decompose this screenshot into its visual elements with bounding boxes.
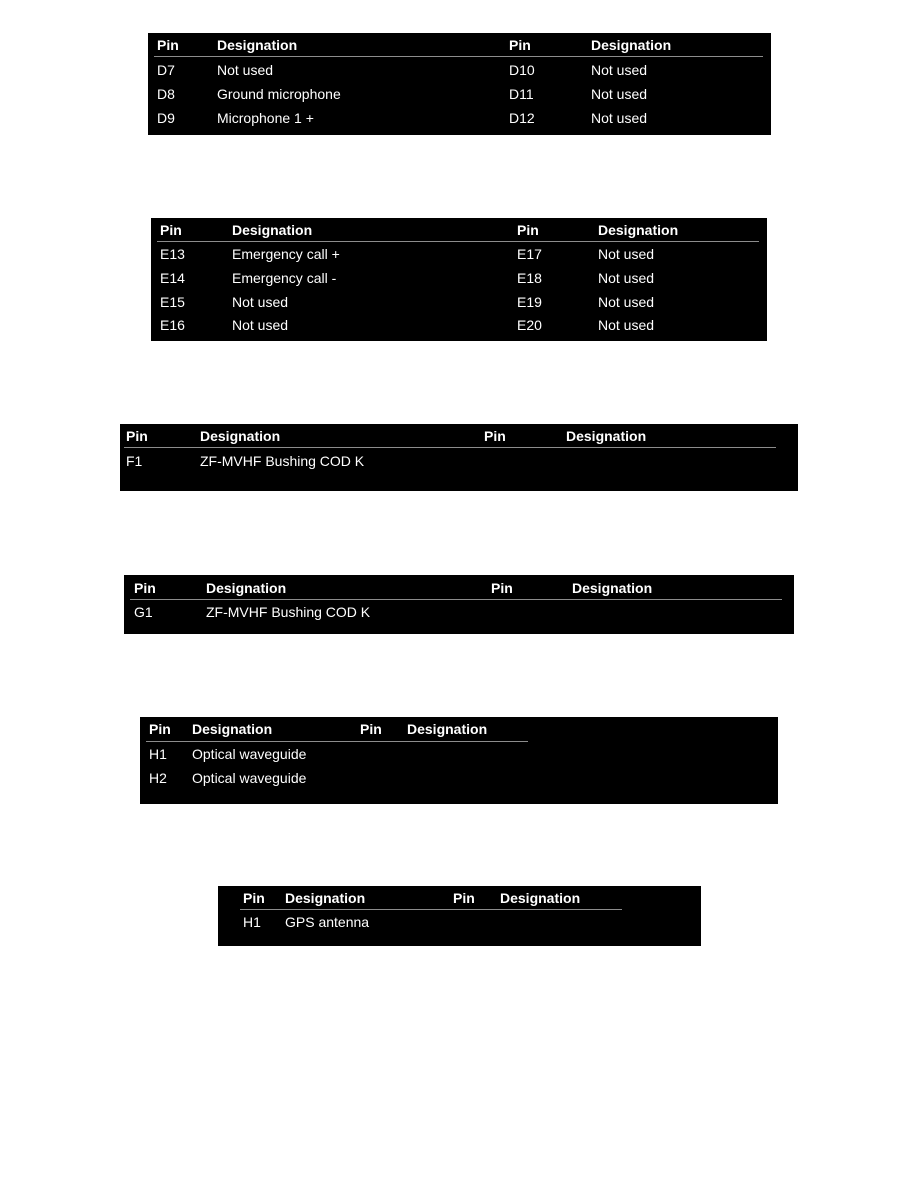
- table-cell: ZF-MVHF Bushing COD K: [200, 453, 365, 469]
- table-cell: D10: [509, 62, 535, 78]
- table-cell: Optical waveguide: [192, 746, 307, 762]
- table-cell: E17: [517, 246, 542, 262]
- header-pin-1: Pin: [160, 222, 182, 238]
- header-designation-1: Designation: [232, 222, 313, 238]
- table-cell: Not used: [598, 270, 655, 286]
- header-rule: [130, 599, 782, 600]
- pin-table-e: [151, 218, 767, 341]
- header-designation-2: Designation: [407, 721, 488, 737]
- table-cell: D7: [157, 62, 175, 78]
- table-cell: Emergency call -: [232, 270, 337, 286]
- header-rule: [146, 741, 528, 742]
- table-cell: E13: [160, 246, 185, 262]
- header-designation-1: Designation: [206, 580, 287, 596]
- table-cell: D12: [509, 110, 535, 126]
- header-rule: [154, 56, 763, 57]
- header-pin-1: Pin: [134, 580, 156, 596]
- header-rule: [157, 241, 759, 242]
- header-designation-1: Designation: [192, 721, 273, 737]
- table-cell: E19: [517, 294, 542, 310]
- pin-table-f: [120, 424, 798, 491]
- header-designation-1: Designation: [200, 428, 281, 444]
- table-cell: Not used: [591, 62, 648, 78]
- table-cell: Not used: [598, 246, 655, 262]
- table-cell: H1: [149, 746, 167, 762]
- table-cell: E18: [517, 270, 542, 286]
- header-pin-2: Pin: [491, 580, 513, 596]
- header-designation-2: Designation: [572, 580, 653, 596]
- table-cell: Microphone 1 +: [217, 110, 314, 126]
- table-cell: E15: [160, 294, 185, 310]
- header-pin-2: Pin: [517, 222, 539, 238]
- header-designation-1: Designation: [217, 37, 298, 53]
- table-cell: Not used: [598, 317, 655, 333]
- header-pin-1: Pin: [149, 721, 171, 737]
- table-cell: Not used: [598, 294, 655, 310]
- pin-table-d: [148, 33, 771, 135]
- pin-table-h-gps: [218, 886, 701, 946]
- pin-table-g: [124, 575, 794, 634]
- table-cell: Not used: [232, 294, 289, 310]
- table-cell: Ground microphone: [217, 86, 341, 102]
- table-cell: D8: [157, 86, 175, 102]
- table-cell: Not used: [232, 317, 289, 333]
- header-designation-1: Designation: [285, 890, 366, 906]
- header-designation-2: Designation: [591, 37, 672, 53]
- header-rule: [240, 909, 622, 910]
- table-cell: D9: [157, 110, 175, 126]
- table-cell: E14: [160, 270, 185, 286]
- header-pin-1: Pin: [243, 890, 265, 906]
- table-cell: G1: [134, 604, 153, 620]
- table-cell: H1: [243, 914, 261, 930]
- header-pin-2: Pin: [509, 37, 531, 53]
- table-cell: GPS antenna: [285, 914, 370, 930]
- pin-table-h-optical: [140, 717, 778, 804]
- table-cell: H2: [149, 770, 167, 786]
- header-pin-2: Pin: [453, 890, 475, 906]
- header-pin-1: Pin: [157, 37, 179, 53]
- table-cell: Emergency call +: [232, 246, 340, 262]
- table-cell: ZF-MVHF Bushing COD K: [206, 604, 371, 620]
- table-cell: Not used: [591, 86, 648, 102]
- header-pin-2: Pin: [360, 721, 382, 737]
- table-cell: F1: [126, 453, 143, 469]
- table-cell: Optical waveguide: [192, 770, 307, 786]
- table-cell: E20: [517, 317, 542, 333]
- header-designation-2: Designation: [598, 222, 679, 238]
- header-designation-2: Designation: [500, 890, 581, 906]
- header-designation-2: Designation: [566, 428, 647, 444]
- header-pin-2: Pin: [484, 428, 506, 444]
- header-rule: [124, 447, 776, 448]
- header-pin-1: Pin: [126, 428, 148, 444]
- table-cell: E16: [160, 317, 185, 333]
- table-cell: Not used: [591, 110, 648, 126]
- table-cell: Not used: [217, 62, 274, 78]
- table-cell: D11: [509, 86, 534, 102]
